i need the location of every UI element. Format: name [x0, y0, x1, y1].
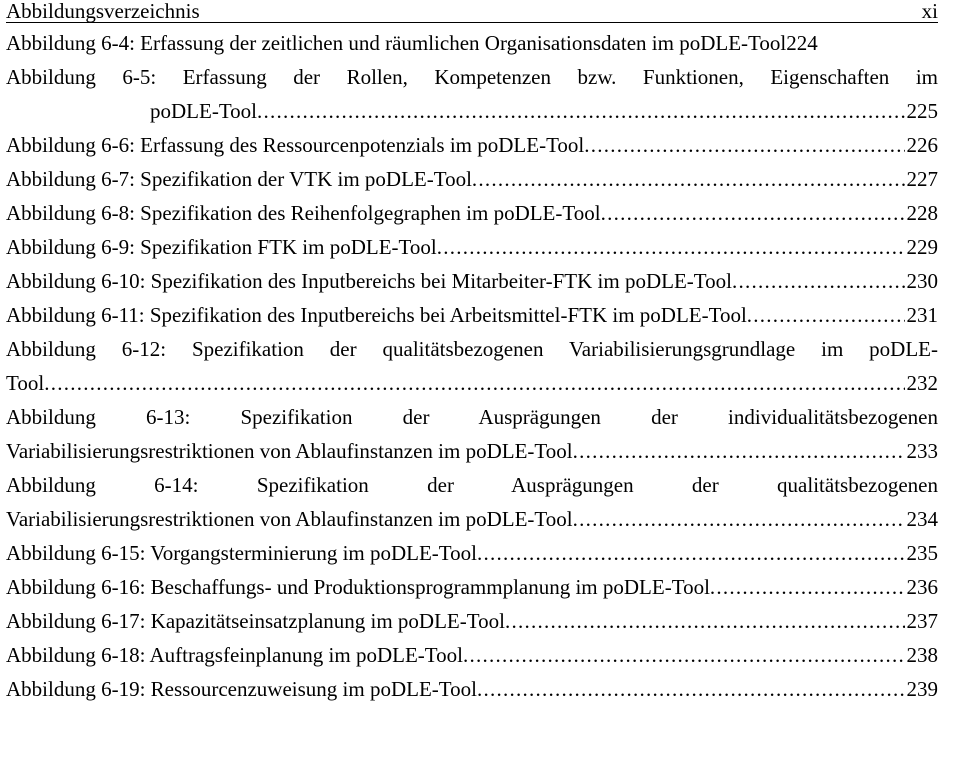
- figure-entry-text-continued: Variabilisierungsrestriktionen von Ablaufinstanzen im poDLE-Tool: [6, 439, 573, 463]
- figure-entry[interactable]: [6, 468, 938, 536]
- figure-entry-text: Abbildung 6-5: Erfassung der Rollen, Kompetenzen bzw. Funktionen, Eigenschaften im: [6, 65, 938, 89]
- figure-entry-text: Abbildung 6-4: Erfassung der zeitlichen und räumlichen Organisationsdaten im poDLE-Tool: [6, 31, 787, 55]
- dot-leader: [601, 196, 905, 230]
- dot-leader: [463, 638, 905, 672]
- figure-entry-page: 234: [906, 507, 938, 531]
- dot-leader: [437, 230, 905, 264]
- figure-entry-page: 239: [906, 677, 938, 701]
- figure-entry-text: Abbildung 6-11: Spezifikation des Inputbereichs bei Arbeitsmittel-FTK im poDLE-Tool: [6, 303, 747, 327]
- figure-entry-text-continued: Variabilisierungsrestriktionen von Ablaufinstanzen im poDLE-Tool: [6, 507, 573, 531]
- running-header: [6, 0, 938, 23]
- figure-entry-text: Abbildung 6-8: Spezifikation des Reihenfolgegraphen im poDLE-Tool: [6, 201, 601, 225]
- dot-leader: [257, 94, 904, 128]
- figure-entry-page: 228: [906, 201, 938, 225]
- figure-entry[interactable]: [6, 128, 938, 162]
- figure-entry-page: 237: [906, 609, 938, 633]
- figure-entry-text-continued: poDLE-Tool: [150, 99, 258, 123]
- figure-entry-text: Abbildung 6-7: Spezifikation der VTK im poDLE-Tool: [6, 167, 472, 191]
- figure-entry-page: 231: [906, 303, 938, 327]
- figure-entry-text: Abbildung 6-15: Vorgangsterminierung im poDLE-Tool: [6, 541, 477, 565]
- figure-entry-text-continued: Tool: [6, 371, 45, 395]
- figure-entry[interactable]: [6, 298, 938, 332]
- figure-entry[interactable]: [6, 26, 938, 60]
- header-page-numeral: xi: [921, 0, 938, 23]
- figure-entry[interactable]: [6, 638, 938, 672]
- figure-entry[interactable]: [6, 162, 938, 196]
- figure-entry-page: 236: [906, 575, 938, 599]
- dot-leader: [505, 604, 905, 638]
- figure-entry-text: Abbildung 6-19: Ressourcenzuweisung im poDLE-Tool: [6, 677, 477, 701]
- dot-leader: [573, 502, 905, 536]
- figure-entry-page: 224: [786, 31, 818, 55]
- dot-leader: [747, 298, 905, 332]
- figure-entry[interactable]: [6, 536, 938, 570]
- figure-entry-text: Abbildung 6-12: Spezifikation der qualitätsbezogenen Variabilisierungsgrundlage im poDLE-: [6, 337, 938, 361]
- figure-entry-page: 227: [906, 167, 938, 191]
- figure-entry-page: 226: [906, 133, 938, 157]
- dot-leader: [584, 128, 904, 162]
- figure-entry-text: Abbildung 6-17: Kapazitätseinsatzplanung im poDLE-Tool: [6, 609, 505, 633]
- figure-entry[interactable]: [6, 196, 938, 230]
- figure-entry-page: 238: [906, 643, 938, 667]
- figure-entry-page: 235: [906, 541, 938, 565]
- dot-leader: [472, 162, 905, 196]
- figure-entry-page: 232: [906, 371, 938, 395]
- figure-entry-text: Abbildung 6-6: Erfassung des Ressourcenpotenzials im poDLE-Tool: [6, 133, 585, 157]
- figure-entry-page: 230: [906, 269, 938, 293]
- figure-entry-text: Abbildung 6-18: Auftragsfeinplanung im poDLE-Tool: [6, 643, 463, 667]
- figure-entry[interactable]: [6, 60, 938, 128]
- figure-entry[interactable]: [6, 672, 938, 706]
- dot-leader: [573, 434, 905, 468]
- dot-leader: [477, 672, 905, 706]
- document-page: [6, 0, 938, 782]
- figure-entry[interactable]: [6, 570, 938, 604]
- figure-entry-text: Abbildung 6-10: Spezifikation des Inputbereichs bei Mitarbeiter-FTK im poDLE-Tool: [6, 269, 732, 293]
- figure-entry[interactable]: [6, 230, 938, 264]
- figure-entry-text: Abbildung 6-13: Spezifikation der Ausprägungen der individualitätsbezogenen: [6, 405, 938, 429]
- figure-entry[interactable]: [6, 400, 938, 468]
- figure-entry-text: Abbildung 6-14: Spezifikation der Ausprägungen der qualitätsbezogenen: [6, 473, 938, 497]
- figure-entry[interactable]: [6, 264, 938, 298]
- figure-entry-page: 225: [906, 99, 938, 123]
- figure-entry[interactable]: [6, 332, 938, 400]
- dot-leader: [44, 366, 904, 400]
- figure-entry[interactable]: [6, 604, 938, 638]
- dot-leader: [710, 570, 905, 604]
- figure-entry-page: 229: [906, 235, 938, 259]
- dot-leader: [732, 264, 905, 298]
- list-of-figures: [6, 26, 938, 706]
- header-title: Abbildungsverzeichnis: [6, 0, 200, 23]
- dot-leader: [477, 536, 905, 570]
- figure-entry-text: Abbildung 6-9: Spezifikation FTK im poDLE-Tool: [6, 235, 437, 259]
- figure-entry-text: Abbildung 6-16: Beschaffungs- und Produktionsprogrammplanung im poDLE-Tool: [6, 575, 710, 599]
- figure-entry-page: 233: [906, 439, 938, 463]
